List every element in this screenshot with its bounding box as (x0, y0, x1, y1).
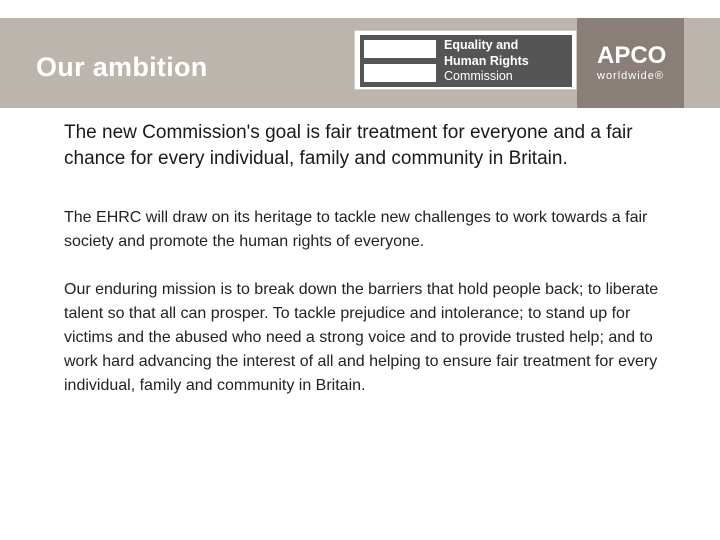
ehrc-logo-box (360, 35, 572, 87)
ehrc-logo-line1: Equality and (444, 38, 519, 52)
ehrc-logo-bar-bottom (364, 64, 436, 82)
ehrc-logo-line3: Commission (444, 69, 513, 83)
ehrc-logo-bar-top (364, 40, 436, 58)
apco-logo-name: APCO (597, 42, 667, 69)
lead-statement: The new Commission's goal is fair treatment for everyone and a fair chance for every individual, family and community in Britain. (64, 122, 633, 169)
slide-content (64, 120, 674, 422)
ehrc-logo-text (444, 38, 529, 85)
slide-title: Our ambition (36, 52, 208, 82)
paragraph-heritage: The EHRC will draw on its heritage to tackle new challenges to work towards a fair society and promote the human rights of everyone. (64, 209, 648, 250)
apco-logo-sub: worldwide® (597, 70, 665, 82)
ehrc-logo-line2: Human Rights (444, 53, 529, 68)
paragraph-mission: Our enduring mission is to break down the barriers that hold people back; to liberate talent so that all can prosper. To tackle prejudice and intolerance; to stand up for victims and the abused who need a strong voice and to provide trusted help; and to work hard advancing the interest of all and helping to ensure fair treatment for every individual, family and community in Britain. (64, 281, 659, 394)
ehrc-logo (354, 30, 577, 90)
apco-logo (577, 18, 684, 108)
